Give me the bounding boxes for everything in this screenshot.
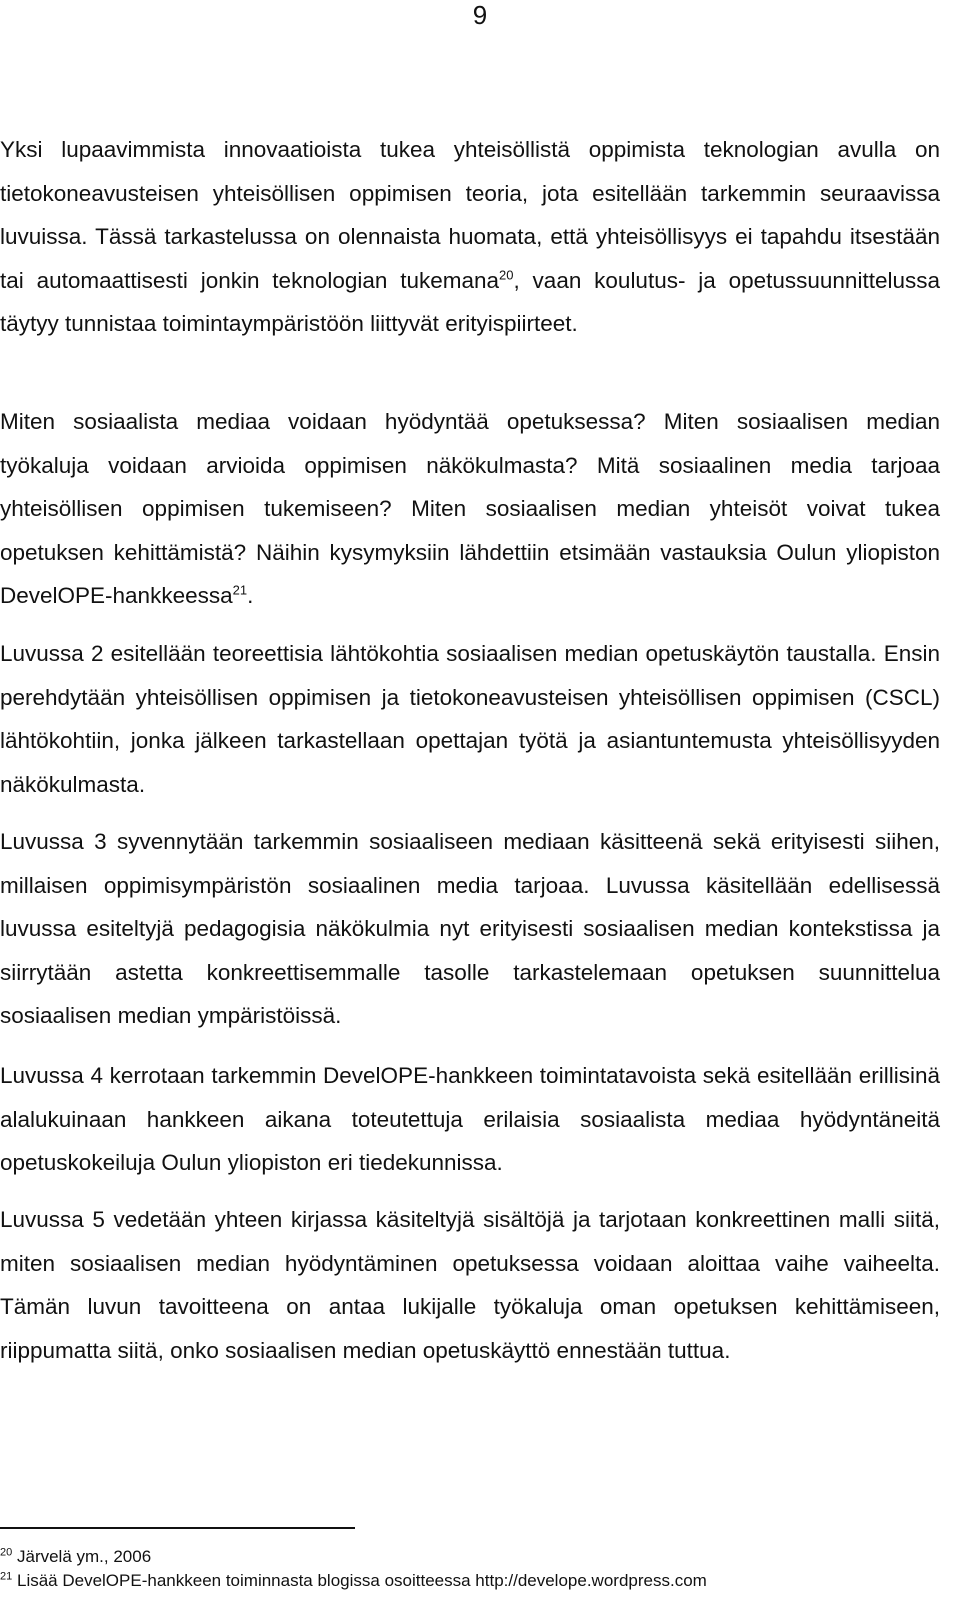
footnote-number: 21 <box>0 1570 13 1583</box>
paragraph-chapter-4: Luvussa 4 kerrotaan tarkemmin DevelOPE-hankkeen toimintatavoista sekä esitellään erillisinä alalukuinaan hankkeen aikana toteutettuja erilaisia sosiaalista mediaa hyödyntäneitä opetuskokeiluja Oulun yliopiston eri tiedekunnissa. <box>0 1063 940 1175</box>
paragraph-questions <box>0 400 940 618</box>
footnote-text: Järvelä ym., 2006 <box>16 1547 152 1566</box>
footnote-20 <box>0 1546 940 1568</box>
footnote-number: 20 <box>0 1546 13 1559</box>
paragraph-intro-text-b: , vaan koulutus- ja opetussuunnittelussa täytyy tunnistaa toimintaympäristöön liittyvät erityispiirteet. <box>0 267 940 336</box>
paragraph-chapter-3: Luvussa 3 syvennytään tarkemmin sosiaaliseen mediaan käsitteenä sekä erityisesti siihen, millaisen oppimisympäristön sosiaalinen media tarjoaa. Luvussa käsitellään edellisessä luvussa esiteltyjä pedagogisia näkökulmia nyt erityisesti sosiaalisen median kontekstissa ja siirrytään astetta konkreettisemmalle tasolle tarkastelemaan opetuksen suunnittelua sosiaalisen median ympäristöissä. <box>0 829 940 1028</box>
paragraph-intro <box>0 128 940 346</box>
paragraph-chapter-2: Luvussa 2 esitellään teoreettisia lähtökohtia sosiaalisen median opetuskäytön taustalla. Ensin perehdytään yhteisöllisen oppimisen ja tietokoneavusteisen yhteisöllisen oppimisen (CSCL) lähtökohtiin, jonka jälkeen tarkastellaan opettajan työtä ja asiantuntemusta yhteisöllisyyden näkökulmasta. <box>0 641 940 797</box>
paragraph-chapter-5: Luvussa 5 vedetään yhteen kirjassa käsiteltyjä sisältöjä ja tarjotaan konkreettinen malli siitä, miten sosiaalisen median hyödyntäminen opetuksessa voidaan aloittaa vaihe vaiheelta. Tämän luvun tavoitteena on antaa lukijalle työkaluja oman opetuksen kehittämiseen, riippumatta siitä, onko sosiaalisen median opetuskäyttö ennestään tuttua. <box>0 1207 940 1363</box>
footnote-text: Lisää DevelOPE-hankkeen toiminnasta blogissa osoitteessa http://develope.wordpress.com <box>16 1571 707 1590</box>
paragraph-questions-text-b: . <box>247 583 254 608</box>
footnote-separator <box>0 1527 355 1529</box>
paragraph-intro-text-a: Yksi lupaavimmista innovaatioista tukea yhteisöllistä oppimista teknologian avulla on tietokoneavusteisen yhteisöllisen oppimisen teoria, jota esitellään tarkemmin seuraavissa luvuissa. Tässä tarkastelussa on olennaista huomata, että yhteisöllisyys ei tapahdu itsestään tai automaattisesti jonkin teknologian tukemana <box>0 137 940 293</box>
page-number: 9 <box>472 0 488 30</box>
paragraph-questions-text-a: Miten sosiaalista mediaa voidaan hyödyntää opetuksessa? Miten sosiaalisen median työkaluja voidaan arvioida oppimisen näkökulmasta? Mitä sosiaalinen media tarjoaa yhteisöllisen oppimisen tukemiseen? Miten sosiaalisen median yhteisöt voivat tukea opetuksen kehittämistä? Näihin kysymyksiin lähdettiin etsimään vastauksia Oulun yliopiston DevelOPE-hankkeessa <box>0 409 940 608</box>
footnote-ref-20: 20 <box>499 267 514 282</box>
footnote-21 <box>0 1570 940 1592</box>
footnote-ref-21: 21 <box>232 582 248 598</box>
